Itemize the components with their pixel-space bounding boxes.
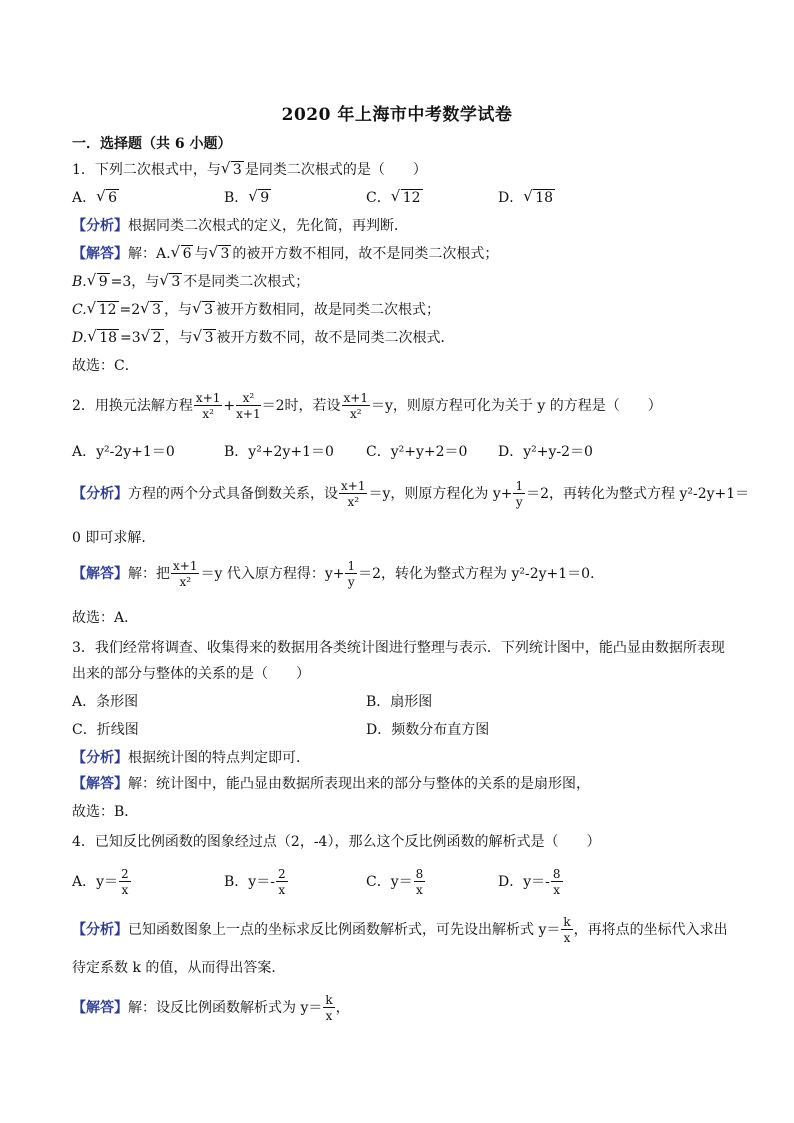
q4-option-c: C．y＝ $\frac{8}{x}$	[366, 866, 424, 897]
q1-answer-b: B.√ 9 =3，与√ 3 不是同类二次根式；	[72, 272, 309, 292]
q2-answer: 【解答】解：把 $\frac{x+1}{\text{x²}}$ ＝y 代入原方程得：y+ $\frac{1}{y}$ ＝2，转化为整式方程为 y²-2y+1＝0．	[72, 558, 605, 589]
q1-option-b: B．√ 9	[224, 188, 272, 208]
q4-stem: 4．已知反比例函数的图象经过点（2，-4），那么这个反比例函数的解析式是（ ）	[72, 834, 601, 850]
section-heading: 一．选择题（共 6 小题）	[72, 136, 232, 152]
q1-choice: 故选：C．	[72, 358, 139, 374]
answer-tag: 【解答】	[72, 566, 128, 582]
q4-answer: 【解答】解：设反比例函数解析式为 y＝ $\frac{k}{x}$ ，	[72, 992, 350, 1023]
radical: √ 3	[222, 160, 244, 180]
q2-analysis: 【分析】方程的两个分式具备倒数关系，设 $\frac{x+1}{\text{x²}}$ ＝y，则原方程化为 y+ $\frac{1}{y}$ ＝2，再转化为整式方程 y²-2y+1＝	[72, 478, 750, 509]
q3-choice: 故选：B．	[72, 804, 139, 820]
answer-tag: 【解答】	[72, 246, 128, 262]
q1-option-c: C．√ 12	[366, 188, 424, 208]
q1-answer-c: C.√ 12 =2√ 3 ，与√ 3 被开方数相同，故是同类二次根式；	[72, 300, 440, 320]
q2-option-a: A．y²-2y+1＝0	[72, 444, 175, 460]
q4-option-a: A．y＝ $\frac{2}{x}$	[72, 866, 129, 897]
q4-option-b: B．y＝- $\frac{2}{x}$	[224, 866, 286, 897]
answer-tag: 【解答】	[72, 776, 128, 792]
q1-answer: 【解答】解：A.√ 6 与√ 3 的被开方数不相同，故不是同类二次根式；	[72, 244, 498, 264]
q4-analysis: 【分析】已知函数图象上一点的坐标求反比例函数解析式，可先设出解析式 y＝ $\frac{k}{x}$ ，再将点的坐标代入求出	[72, 914, 728, 945]
q3-answer: 【解答】解：统计图中，能凸显由数据所表现出来的部分与整体的关系的是扇形图，	[72, 776, 590, 792]
q1-stem: 1．下列二次根式中，与√ 3 是同类二次根式的是（ ）	[72, 160, 427, 180]
page-title: 2020 年上海市中考数学试卷	[281, 105, 513, 125]
q2-analysis-cont: 0 即可求解．	[72, 530, 156, 546]
q2-option-b: B．y²+2y+1＝0	[224, 444, 334, 460]
q1-answer-d: D.√ 18 =3√ 2 ，与√ 3 被开方数不同，故不是同类二次根式．	[72, 328, 455, 348]
analysis-tag: 【分析】	[72, 750, 128, 766]
q3-analysis: 【分析】根据统计图的特点判定即可．	[72, 750, 310, 766]
q3-stem-line2: 出来的部分与整体的关系的是（ ）	[72, 666, 310, 682]
q2-option-c: C．y²+y+2＝0	[366, 444, 468, 460]
q1-analysis: 【分析】根据同类二次根式的定义，先化简，再判断．	[72, 218, 408, 234]
q4-option-d: D．y＝- $\frac{8}{x}$	[498, 866, 561, 897]
q1-option-d: D．√ 18	[498, 188, 556, 208]
q3-option-a: A．条形图	[72, 694, 139, 710]
answer-tag: 【解答】	[72, 1000, 128, 1016]
q3-option-b: B．扇形图	[366, 694, 433, 710]
q4-analysis-cont: 待定系数 k 的值，从而得出答案．	[72, 960, 286, 976]
analysis-tag: 【分析】	[72, 486, 128, 502]
q3-option-d: D．频数分布直方图	[366, 722, 490, 738]
q2-stem: 2．用换元法解方程 $\frac{x+1}{\text{x²}}$ + $\frac{\text{x²}}{x+1}$ ＝2时，若设 $\frac{x+1}{\text{x²}}$ ＝y，则原方程可化为关于 y 的方程是（ ）	[72, 390, 662, 421]
q2-choice: 故选：A．	[72, 610, 139, 626]
analysis-tag: 【分析】	[72, 218, 128, 234]
q3-stem-line1: 3．我们经常将调查、收集得来的数据用各类统计图进行整理与表示．下列统计图中，能凸显由数据所表现	[72, 640, 725, 656]
q1-option-a: A．√ 6	[72, 188, 120, 208]
analysis-tag: 【分析】	[72, 922, 128, 938]
q3-option-c: C．折线图	[72, 722, 139, 738]
q2-option-d: D．y²+y-2＝0	[498, 444, 593, 460]
